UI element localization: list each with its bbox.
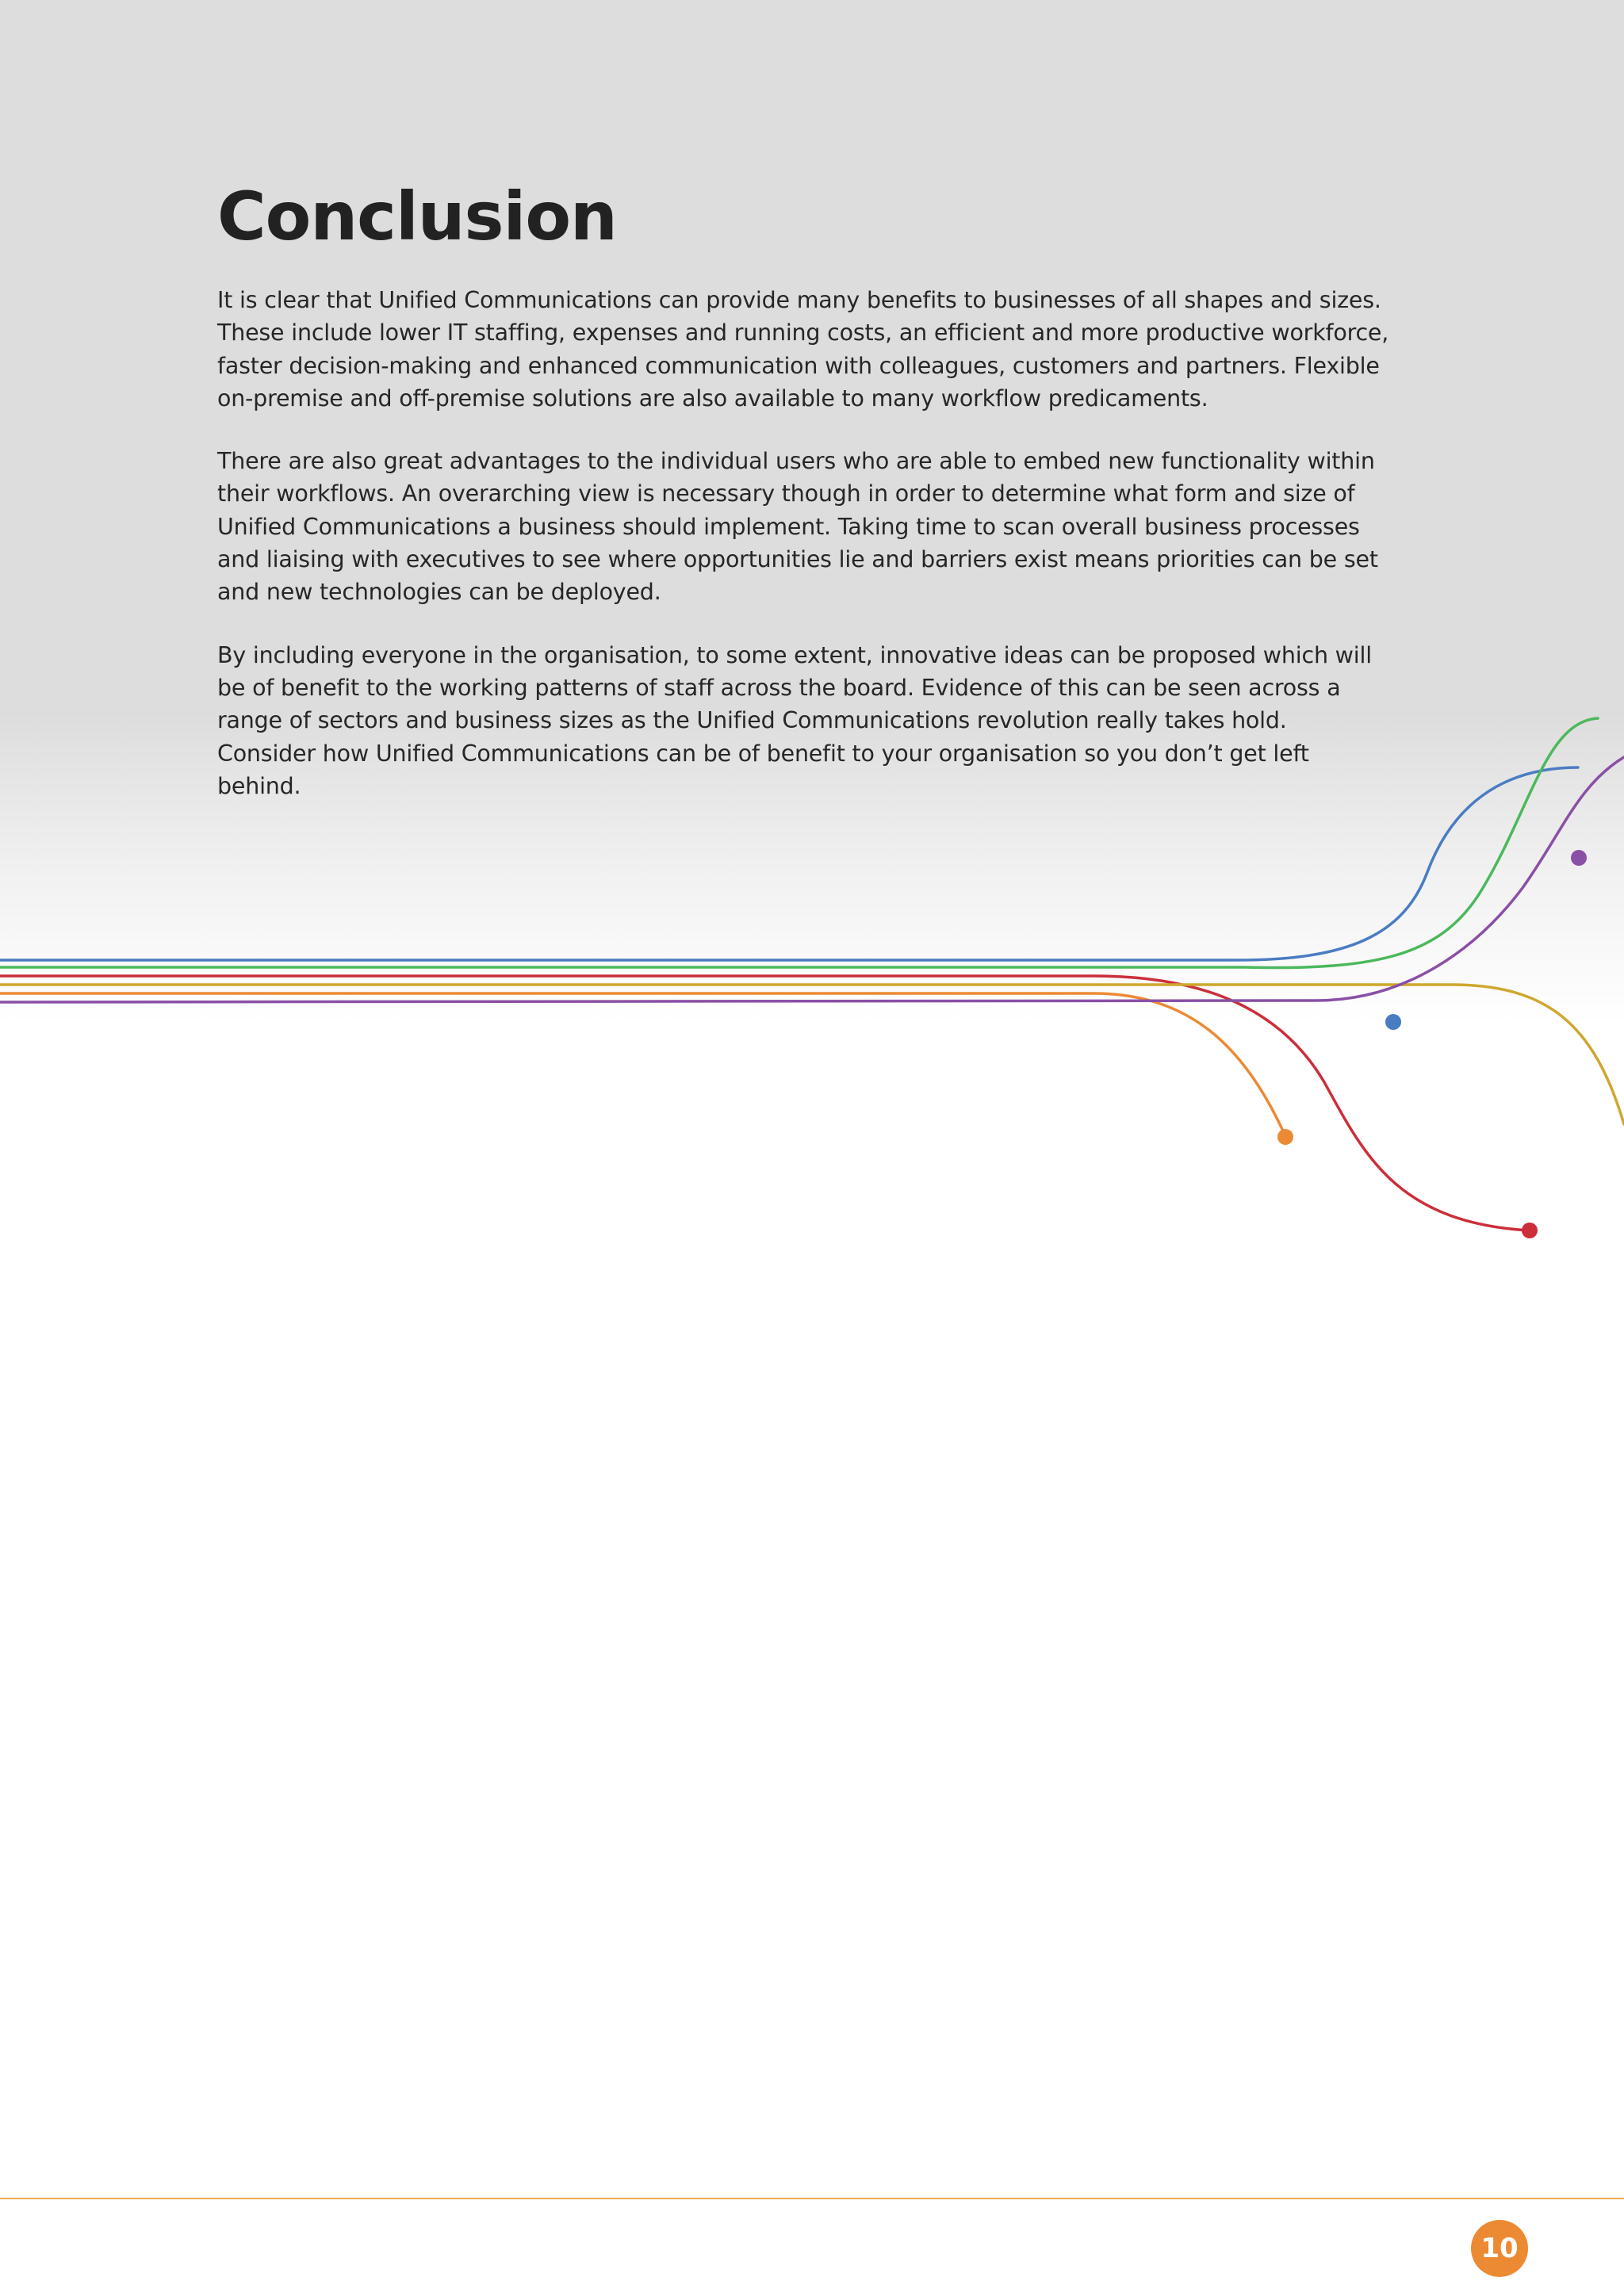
orange-line [0, 993, 1285, 1136]
red-line [0, 976, 1529, 1230]
orange-dot [1277, 1129, 1293, 1145]
blue-dot [1385, 1014, 1401, 1030]
body-paragraph: It is clear that Unified Communications can provide many benefits to businesses of all shapes and sizes. These include lower IT staffing, expenses and running costs, an efficient and more productive workforce, faster decision-making and enhanced communication with colleagues, customers and partners. Flexible on-premise and off-premise solutions are also available to many workflow predicaments. [217, 287, 1389, 411]
body-paragraph: By including everyone in the organisation, to some extent, innovative ideas can be proposed which will be of benefit to the working patterns of staff across the board. Evidence of this can be seen across a range of sectors and business sizes as the Unified Communications revolution really takes hold. Consider how Unified Communications can be of benefit to your organisation so you don’t get left behind. [217, 641, 1372, 799]
red-dot [1522, 1223, 1538, 1238]
main-content [217, 173, 1391, 832]
page-number-badge: 10 [1471, 2220, 1528, 2277]
footer-divider [0, 2198, 1624, 2199]
body-paragraph: There are also great advantages to the individual users who are able to embed new functionality within their workflows. An overarching view is necessary though in order to determine what form and size of Unified Communications a business should implement. Taking time to scan overall business processes and liaising with executives to see where opportunities lie and barriers exist means priorities can be set and new technologies can be deployed. [217, 448, 1378, 606]
page-title: Conclusion [217, 178, 617, 255]
yellow-line [0, 985, 1624, 1124]
purple-dot [1571, 850, 1587, 866]
